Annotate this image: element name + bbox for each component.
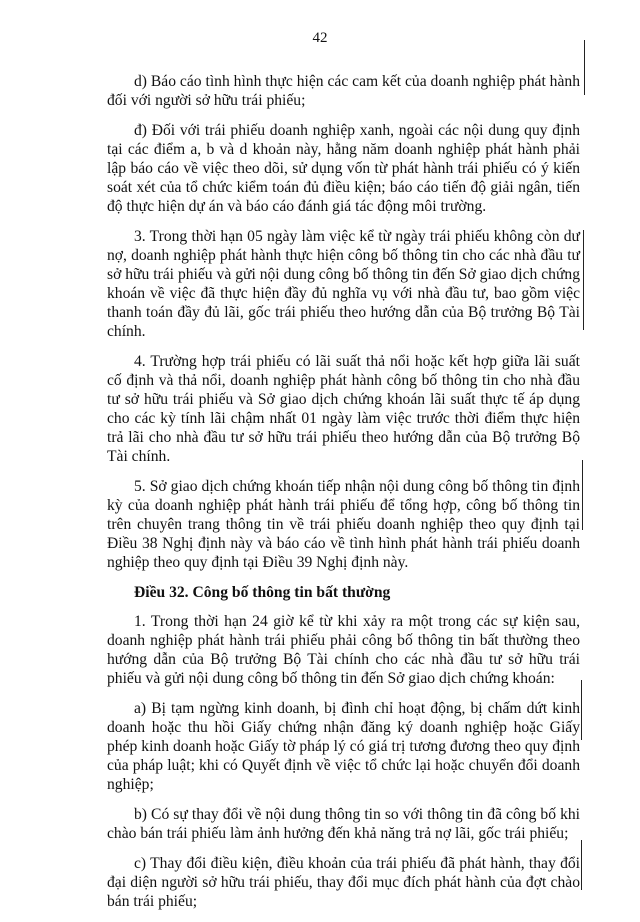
paragraph-5-exchange-publication: 5. Sở giao dịch chứng khoán tiếp nhận nội dung công bố thông tin định kỳ của doanh nghiệp phát hành trái phiếu để tổng hợp, công bố thông tin trên chuyên trang thông tin về trái phiếu doanh nghiệp theo quy định tại Điều 38 Nghị định này và báo cáo về tình hình phát hành trái phiếu doanh nghiệp theo quy định tại Điều 39 Nghị định này. [107,478,580,571]
article-32-point-b: b) Có sự thay đổi về nội dung thông tin so với thông tin đã công bố khi chào bán trái phiếu làm ảnh hưởng đến khả năng trả nợ lãi, gốc trái phiếu; [107,806,580,842]
article-32-heading: Điều 32. Công bố thông tin bất thường [134,584,391,601]
scan-margin-line [584,40,585,95]
scan-margin-line [581,840,582,890]
paragraph-4-floating-rate: 4. Trường hợp trái phiếu có lãi suất thả nổi hoặc kết hợp giữa lãi suất cố định và thả nổi, doanh nghiệp phát hành công bố thông tin cho nhà đầu tư sở hữu trái phiếu và Sở giao dịch chứng khoán lãi suất thực tế áp dụng cho các kỳ tính lãi chậm nhất 01 ngày làm việc trước thời điểm thực hiện trả lãi cho nhà đầu tư sở hữu trái phiếu theo hướng dẫn của Bộ trưởng Bộ Tài chính. [107,353,580,465]
scan-margin-line [581,680,582,740]
page-number: 42 [312,30,328,46]
paragraph-3-debt-settled: 3. Trong thời hạn 05 ngày làm việc kể từ ngày trái phiếu không còn dư nợ, doanh nghiệp phát hành thực hiện công bố thông tin cho các nhà đầu tư sở hữu trái phiếu và gửi nội dung công bố thông tin đến Sở giao dịch chứng khoán về việc đã thực hiện đầy đủ nghĩa vụ với nhà đầu tư, bao gồm việc thanh toán đầy đủ lãi, gốc trái phiếu theo hướng dẫn của Bộ trưởng Bộ Tài chính. [107,228,580,340]
article-32-clause-1: 1. Trong thời hạn 24 giờ kể từ khi xảy ra một trong các sự kiện sau, doanh nghiệp phát hành trái phiếu phải công bố thông tin bất thường theo hướng dẫn của Bộ trưởng Bộ Tài chính cho các nhà đầu tư sở hữu trái phiếu và gửi nội dung công bố thông tin đến Sở giao dịch chứng khoán: [107,613,580,687]
scan-margin-line [582,460,583,530]
paragraph-d-commitment-report: d) Báo cáo tình hình thực hiện các cam kết của doanh nghiệp phát hành đối với người sở hữu trái phiếu; [107,73,580,109]
article-32-point-a: a) Bị tạm ngừng kinh doanh, bị đình chỉ hoạt động, bị chấm dứt kinh doanh hoặc thu hồi Giấy chứng nhận đăng ký doanh nghiệp hoặc Giấy phép kinh doanh hoặc Giấy tờ pháp lý có giá trị tương đương theo quy định của pháp luật; khi có Quyết định về việc tổ chức lại hoặc chuyển đổi doanh nghiệp; [107,700,580,793]
article-32-point-c: c) Thay đổi điều kiện, điều khoản của trái phiếu đã phát hành, thay đổi đại diện người sở hữu trái phiếu, thay đổi mục đích phát hành của đợt chào bán trái phiếu; [107,855,580,910]
scan-margin-line [583,230,584,330]
paragraph-dd-green-bond: đ) Đối với trái phiếu doanh nghiệp xanh, ngoài các nội dung quy định tại các điểm a, b và d khoản này, hằng năm doanh nghiệp phát hành phải lập báo cáo về việc theo dõi, sử dụng vốn từ phát hành trái phiếu có ý kiến soát xét của tổ chức kiểm toán đủ điều kiện; báo cáo tiến độ giải ngân, tiến độ thực hiện dự án và báo cáo đánh giá tác động môi trường. [107,122,580,215]
document-body [107,72,580,922]
